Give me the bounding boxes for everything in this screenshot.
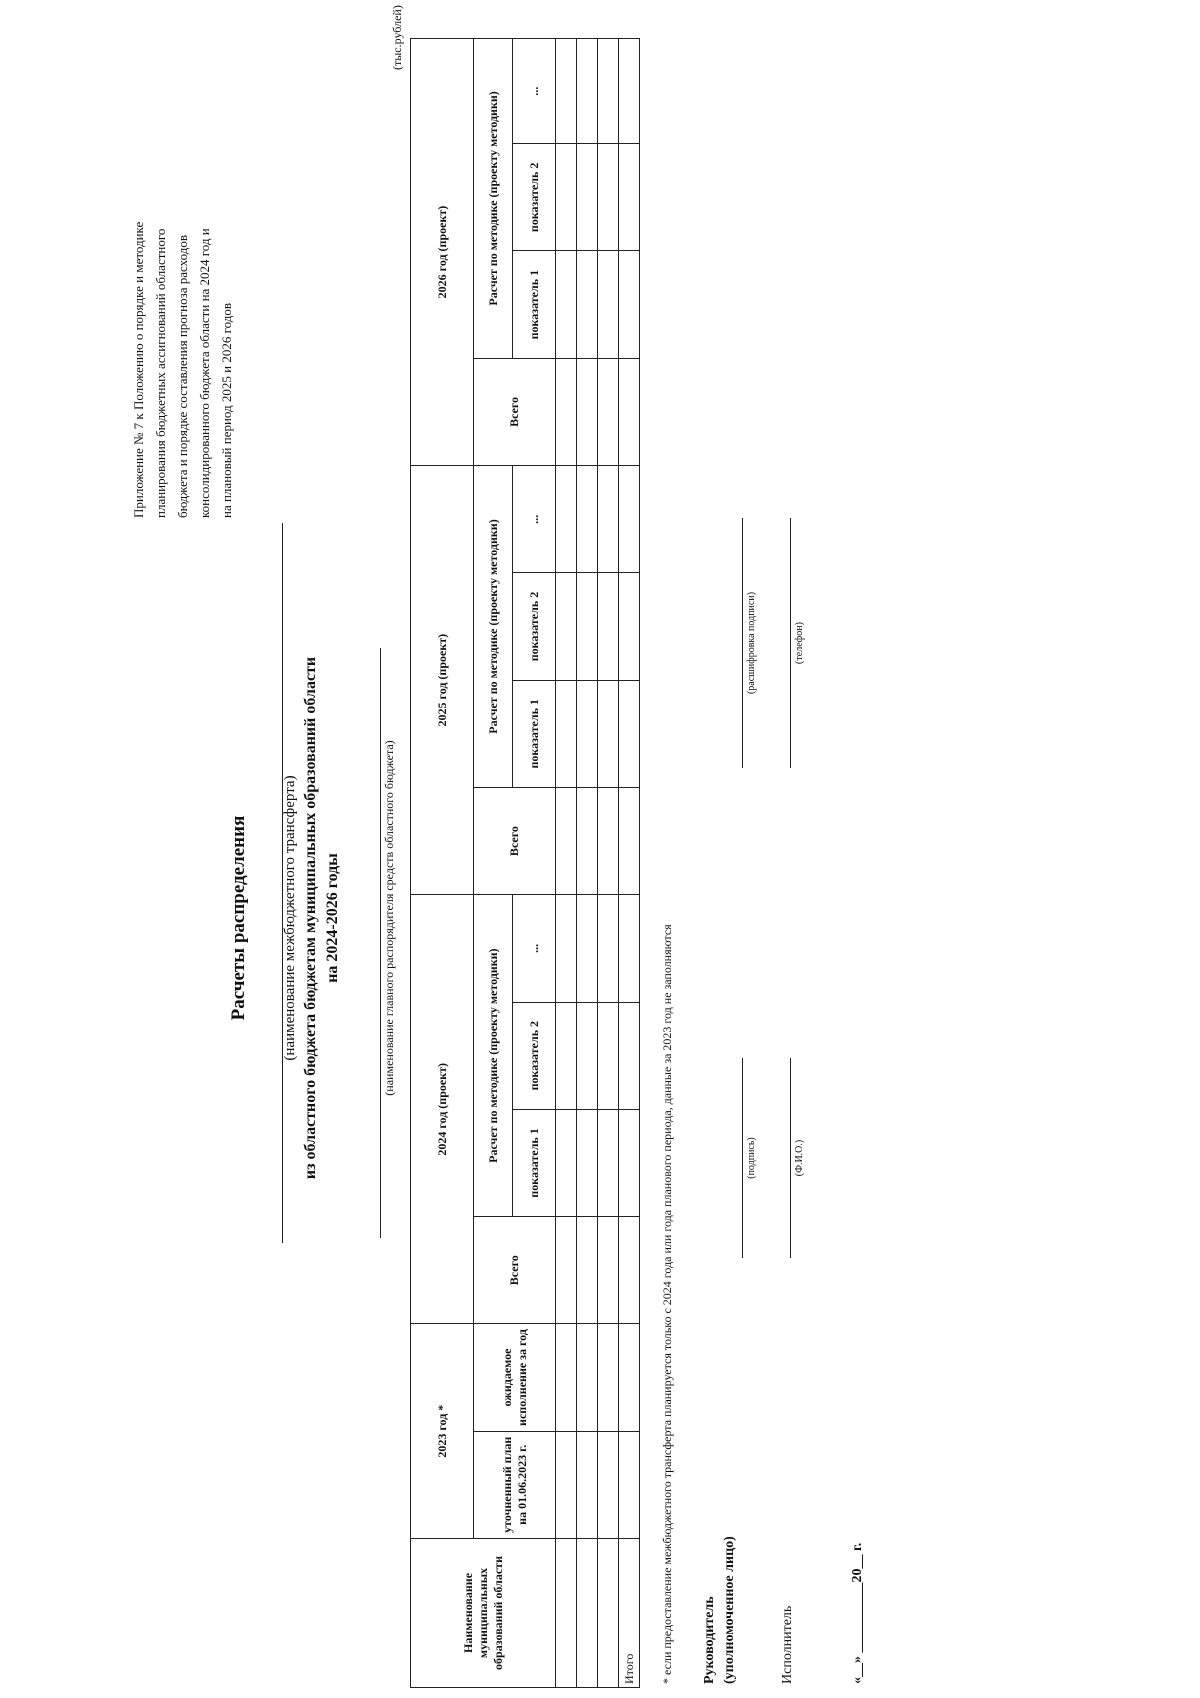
- distributor-name-line: [380, 648, 381, 1238]
- head-label: [700, 1536, 740, 1684]
- head-label-line: Руководитель: [702, 1596, 717, 1684]
- footnote: * если предоставление межбюджетного трансферта планируется только с 2024 года или года планового периода, данные за 2023 год не заполняются: [660, 924, 674, 1684]
- document-title: Расчеты распределения: [228, 815, 249, 1021]
- table-cell: [556, 358, 577, 465]
- subtitle-line: из областного бюджета бюджетам муниципальных образований области: [302, 656, 319, 1180]
- date-field: «__» __________20__ г.: [850, 1542, 865, 1684]
- header-method-2026: Расчет по методике (проекту методики): [474, 39, 513, 359]
- table-cell: [556, 1002, 577, 1109]
- table-cell: [619, 1002, 640, 1109]
- table-cell: [598, 251, 619, 358]
- header-ellipsis: ...: [513, 39, 556, 144]
- header-method-2024: Расчет по методике (проекту методики): [474, 895, 513, 1217]
- table-cell: [556, 573, 577, 680]
- table-row: [598, 39, 619, 1688]
- header-plan: уточненный план на 01.06.2023 г.: [474, 1431, 556, 1538]
- signature-caption: (подпись): [746, 1137, 757, 1179]
- header-method-2025: Расчет по методике (проекту методики): [474, 466, 513, 788]
- table-cell: [577, 573, 598, 680]
- executor-label: Исполнитель: [780, 1605, 795, 1684]
- subtitle-line: на 2024-2026 годы: [324, 853, 341, 983]
- table-cell: [556, 787, 577, 894]
- annex-line: бюджета и порядке составления прогноза расходов: [175, 235, 190, 518]
- table-cell: [619, 251, 640, 358]
- distributor-name-caption: (наименование главного распорядителя средств областного бюджета): [382, 740, 396, 1096]
- table-cell: [598, 1431, 619, 1538]
- table-cell: [577, 680, 598, 787]
- header-expected: ожидаемое исполнение за год: [474, 1324, 556, 1431]
- table-cell: [598, 573, 619, 680]
- table-cell: [619, 1324, 640, 1431]
- header-total-2025: Всего: [474, 787, 556, 894]
- table-cell: [577, 251, 598, 358]
- header-municipality: Наименование муниципальных образований области: [411, 1538, 556, 1687]
- table-cell: [598, 39, 619, 144]
- header-row: [411, 39, 474, 1688]
- table-cell: [577, 144, 598, 251]
- table-cell: [556, 144, 577, 251]
- units-label: (тыс.рублей): [390, 5, 404, 70]
- table-row: [577, 39, 598, 1688]
- table-cell: [619, 39, 640, 144]
- annex-line: Приложение № 7 к Положению о порядке и методике: [131, 221, 146, 518]
- table-cell: [598, 1324, 619, 1431]
- annex-line: на плановый период 2025 и 2026 годов: [219, 303, 234, 518]
- head-label-line: (уполномоченное лицо): [722, 1536, 737, 1684]
- table-cell: [598, 466, 619, 573]
- decoding-line: [742, 518, 743, 768]
- header-indicator-1: показатель 1: [513, 251, 556, 358]
- table-cell: [619, 573, 640, 680]
- table-cell: [619, 1217, 640, 1324]
- table-cell: [598, 144, 619, 251]
- table-cell: [556, 1431, 577, 1538]
- distribution-table: [410, 38, 640, 1688]
- total-label: Итого: [619, 1538, 640, 1687]
- fio-line: [790, 1058, 791, 1258]
- table-cell: [619, 466, 640, 573]
- table-cell: [619, 787, 640, 894]
- table-cell: [598, 1217, 619, 1324]
- table-cell: [556, 1217, 577, 1324]
- table-cell: [577, 1324, 598, 1431]
- table-cell: [556, 1538, 577, 1687]
- header-indicator-2: показатель 2: [513, 573, 556, 680]
- table-cell: [598, 1109, 619, 1216]
- table-cell: [619, 358, 640, 465]
- table-cell: [577, 358, 598, 465]
- document-subtitle: [300, 468, 344, 1368]
- header-year-2026: 2026 год (проект): [411, 39, 474, 466]
- table-cell: [556, 39, 577, 144]
- table-cell: [556, 466, 577, 573]
- annex-note: [128, 0, 238, 518]
- header-total-2024: Всего: [474, 1217, 556, 1324]
- transfer-name-caption: (наименование межбюджетного трансферта): [282, 775, 298, 1061]
- annex-line: планирования бюджетных ассигнований областного: [153, 228, 168, 518]
- table-cell: [598, 787, 619, 894]
- phone-caption: (телефон): [794, 622, 805, 664]
- annex-line: консолидированного бюджета области на 2024 год и: [197, 228, 212, 518]
- table-cell: [556, 251, 577, 358]
- header-year-2025: 2025 год (проект): [411, 466, 474, 895]
- table-cell: [556, 680, 577, 787]
- table-cell: [598, 1002, 619, 1109]
- header-indicator-1: показатель 1: [513, 680, 556, 787]
- table-cell: [577, 787, 598, 894]
- decoding-caption: (расшифровка подписи): [746, 591, 757, 695]
- table-cell: [619, 680, 640, 787]
- table-cell: [577, 39, 598, 144]
- total-row: [619, 39, 640, 1688]
- table-cell: [577, 895, 598, 1002]
- table-cell: [577, 1538, 598, 1687]
- table-cell: [556, 1324, 577, 1431]
- table-cell: [556, 895, 577, 1002]
- header-indicator-1: показатель 1: [513, 1109, 556, 1216]
- table-cell: [619, 895, 640, 1002]
- header-year-2023: 2023 год *: [411, 1324, 474, 1539]
- header-ellipsis: ...: [513, 895, 556, 1002]
- table-cell: [577, 1109, 598, 1216]
- header-total-2026: Всего: [474, 358, 556, 465]
- table-cell: [577, 1217, 598, 1324]
- table-row: [556, 39, 577, 1688]
- header-ellipsis: ...: [513, 466, 556, 573]
- header-row: [474, 39, 513, 1688]
- table-cell: [598, 1538, 619, 1687]
- table-cell: [577, 466, 598, 573]
- phone-line: [790, 518, 791, 768]
- header-indicator-2: показатель 2: [513, 1002, 556, 1109]
- header-indicator-2: показатель 2: [513, 144, 556, 251]
- table-cell: [619, 144, 640, 251]
- table-cell: [556, 1109, 577, 1216]
- signature-line: [742, 1058, 743, 1258]
- table-cell: [619, 1431, 640, 1538]
- table-cell: [577, 1002, 598, 1109]
- header-year-2024: 2024 год (проект): [411, 895, 474, 1324]
- table-cell: [598, 680, 619, 787]
- table-cell: [598, 895, 619, 1002]
- table-cell: [619, 1109, 640, 1216]
- table-cell: [598, 358, 619, 465]
- fio-caption: (Ф.И.О.): [794, 1139, 805, 1177]
- table-cell: [577, 1431, 598, 1538]
